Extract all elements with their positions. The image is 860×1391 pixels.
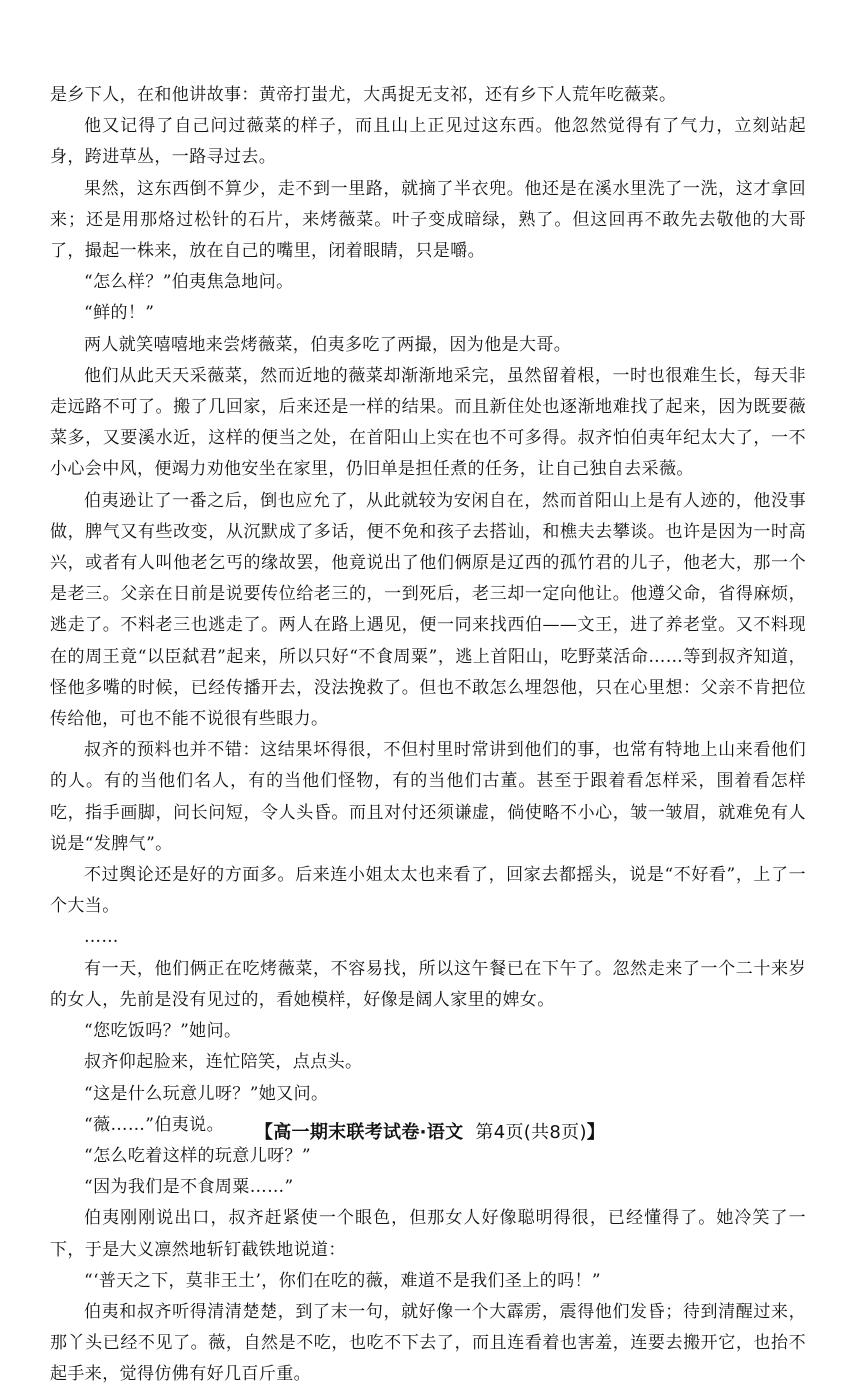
footer-exam-title: 高一期末联考试卷 [273, 1122, 420, 1143]
paragraph: 伯夷刚刚说出口，叔齐赶紧使一个眼色，但那女人好像聪明得很，已经懂得了。她冷笑了一下，于是大义凛然地斩钉截铁地说道： [50, 1208, 806, 1260]
footer-subject: 语文 [426, 1122, 464, 1143]
paragraph: 是乡下人，在和他讲故事：黄帝打蚩尤，大禹捉无支祁，还有乡下人荒年吃薇菜。 [50, 85, 677, 105]
paragraph: “怎么样？”伯夷焦急地问。 [84, 272, 294, 293]
document-body [50, 80, 806, 1391]
footer-page-info: 第4页(共8页) [475, 1122, 587, 1143]
dialogue-line: “薇……”伯夷说。 [84, 1114, 224, 1135]
dialogue-line: “‘普天之下，莫非王土’，你们在吃的薇，难道不是我们圣上的吗！” [84, 1270, 601, 1291]
paragraph: 他们从此天天采薇菜，然而近地的薇菜却渐渐地采完，虽然留着根，一时也很难生长，每天非走远路不可了。搬了几回家，后来还是一样的结果。而且新住处也逐渐地难找了起来，因为既要薇菜多，又要溪水近，这样的便当之处，在首阳山上实在也不可多得。叔齐怕伯夷年纪太大了，一不小心会中风，便竭力劝他安坐在家里，仍旧单是担任煮的任务，让自己独自去采薇。 [50, 365, 806, 480]
ellipsis-break: …… [84, 927, 119, 948]
dialogue-line: “您吃饭吗？”她问。 [84, 1021, 242, 1042]
footer-separator: · [419, 1122, 427, 1143]
paragraph: 他又记得了自己问过薇菜的样子，而且山上正见过这东西。他忽然觉得有了气力，立刻站起身，跨进草丛，一路寻过去。 [50, 116, 806, 168]
dialogue-line: “这是什么玩意儿呀？”她又问。 [84, 1083, 329, 1104]
paragraph: 叔齐的预料也并不错：这结果坏得很，不但村里时常讲到他们的事，也常有特地上山来看他们的人。有的当他们名人，有的当他们怪物，有的当他们古董。甚至于跟着看怎样采，围着看怎样吃，指手画脚，问长问短，令人头昏。而且对付还须谦虚，倘使略不小心，皱一皱眉，就难免有人说是“发脾气”。 [50, 740, 806, 854]
paragraph: 叔齐仰起脸来，连忙陪笑，点点头。 [84, 1052, 363, 1073]
paragraph: “鲜的！” [84, 303, 155, 324]
paragraph: 不过舆论还是好的方面多。后来连小姐太太也来看了，回家去都摇头，说是“不好看”，上了一个大当。 [50, 865, 806, 917]
footer-open-bracket: 【 [254, 1122, 274, 1143]
paragraph: 有一天，他们俩正在吃烤薇菜，不容易找，所以这午餐已在下午了。忽然走来了一个二十来岁的女人，先前是没有见过的，看她模样，好像是阔人家里的婢女。 [50, 958, 806, 1010]
page-footer [0, 1118, 860, 1144]
dialogue-line: “因为我们是不食周粟……” [84, 1177, 294, 1198]
paragraph: 伯夷和叔齐听得清清楚楚，到了末一句，就好像一个大霹雳，震得他们发昏；待到清醒过来，那丫头已经不见了。薇，自然是不吃，也吃不下去了，而且连看着也害羞，连要去搬开它，也抬不起手来，觉得仿佛有好几百斤重。 [50, 1301, 806, 1385]
paragraph: 两人就笑嘻嘻地来尝烤薇菜，伯夷多吃了两撮，因为他是大哥。 [84, 334, 572, 355]
footer-close-bracket: 】 [586, 1122, 606, 1143]
paragraph: 果然，这东西倒不算少，走不到一里路，就摘了半衣兜。他还是在溪水里洗了一洗，这才拿回来；还是用那烙过松针的石片，来烤薇菜。叶子变成暗绿，熟了。但这回再不敢先去敬他的大哥了，撮起一株来，放在自己的嘴里，闭着眼睛，只是嚼。 [50, 178, 806, 262]
dialogue-line: “怎么吃着这样的玩意儿呀？” [84, 1145, 311, 1166]
paragraph: 伯夷逊让了一番之后，倒也应允了，从此就较为安闲自在，然而首阳山上是有人迹的，他没事做，脾气又有些改变，从沉默成了多话，便不免和孩子去搭讪，和樵夫去攀谈。也许是因为一时高兴，或者有人叫他老乞丐的缘故罢，他竟说出了他们俩原是辽西的孤竹君的儿子，他老大，那一个是老三。父亲在日前是说要传位给老三的，一到死后，老三却一定向他让。他遵父命，省得麻烦，逃走了。不料老三也逃走了。两人在路上遇见，便一同来找西伯——文王，进了养老堂。又不料现在的周王竟“以臣弑君”起来，所以只好“不食周粟”，逃上首阳山，吃野菜活命……等到叔齐知道，怪他多嘴的时候，已经传播开去，没法挽救了。但也不敢怎么埋怨他，只在心里想：父亲不肯把位传给他，可也不能不说很有些眼力。 [50, 490, 806, 730]
